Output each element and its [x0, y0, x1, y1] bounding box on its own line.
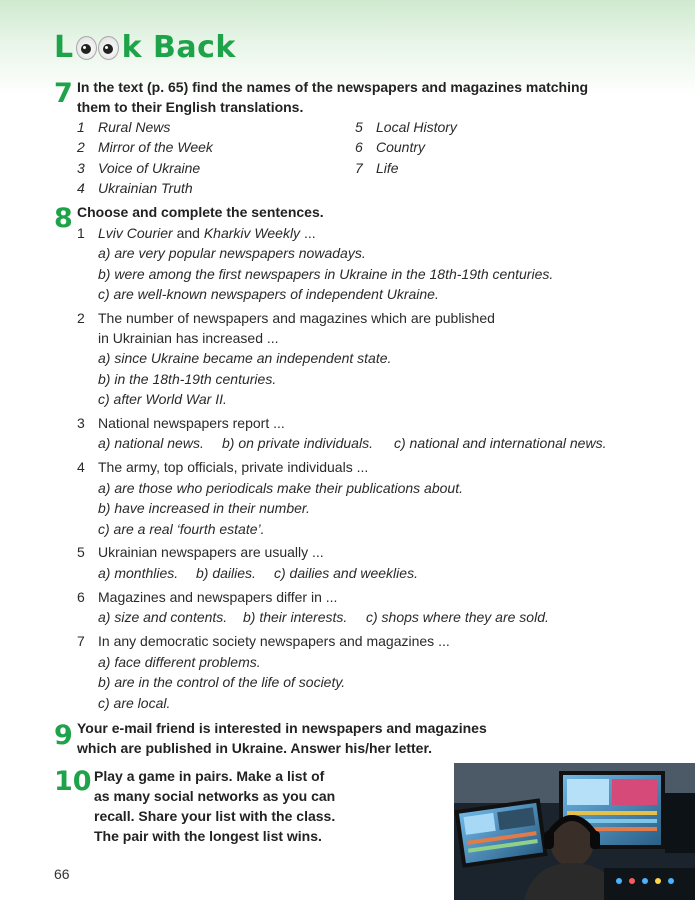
list-item: Life [376, 160, 399, 176]
question-number: 6 [77, 589, 85, 605]
option-b: b) their interests. [243, 609, 348, 625]
exercise-10-prompt: Play a game in pairs. Make a list of as many social networks as you can recall. Share your list with the class. The pair with the longest list wins. [94, 768, 336, 844]
exercise-8-number: 8 [54, 203, 73, 234]
question-number: 4 [77, 459, 85, 475]
option-a: a) national news. [98, 435, 204, 451]
question-number: 5 [77, 544, 85, 560]
question-number: 1 [77, 225, 85, 241]
question-number: 2 [77, 310, 85, 326]
list-item: Voice of Ukraine [98, 160, 201, 176]
list-item-number: 2 [77, 139, 85, 155]
list-item: Mirror of the Week [98, 139, 213, 155]
option-a: a) are very popular newspapers nowadays. [98, 245, 366, 261]
exercise-9-prompt: Your e-mail friend is interested in newspapers and magazines which are published in Ukraine. Answer his/her letter. [77, 720, 487, 756]
option-a: a) monthlies. [98, 565, 179, 581]
option-b: b) dailies. [196, 565, 256, 581]
option-b: b) are in the control of the life of society. [98, 674, 346, 690]
option-c: c) after World War II. [98, 391, 227, 407]
title-end: k Back [121, 30, 236, 65]
option-c: c) are a real ‘fourth estate’. [98, 521, 265, 537]
question-1-stem: Lviv Courier and Kharkiv Weekly ... [98, 225, 316, 241]
option-a: a) size and contents. [98, 609, 228, 625]
exercise-7-prompt: In the text (p. 65) find the names of the newspapers and magazines matching them to their English translations. [77, 79, 589, 115]
option-b: b) on private individuals. [222, 435, 373, 451]
question-6-stem: Magazines and newspapers differ in ... [98, 589, 338, 605]
list-item-number: 7 [355, 160, 363, 176]
question-5-stem: Ukrainian newspapers are usually ... [98, 544, 324, 560]
list-item: Country [376, 139, 426, 155]
option-b: b) were among the first newspapers in Ukraine in the 18th-19th centuries. [98, 266, 554, 282]
photo-video-editor [454, 763, 695, 900]
question-2-stem-cont: in Ukrainian has increased ... [98, 330, 279, 346]
option-c: c) national and international news. [394, 435, 607, 451]
monitor-left [454, 798, 547, 867]
option-a: a) face different problems. [98, 654, 261, 670]
option-c: c) dailies and weeklies. [274, 565, 418, 581]
list-item-number: 5 [355, 119, 363, 135]
list-item-number: 3 [77, 160, 85, 176]
list-item-number: 1 [77, 119, 85, 135]
question-2-stem: The number of newspapers and magazines which are published [98, 310, 495, 326]
eyes-icon [76, 36, 120, 60]
option-a: a) since Ukraine became an independent state. [98, 350, 392, 366]
question-4-stem: The army, top officials, private individuals ... [98, 459, 369, 475]
list-item: Local History [376, 119, 457, 135]
question-3-stem: National newspapers report ... [98, 415, 285, 431]
list-item-number: 6 [355, 139, 363, 155]
option-c: c) are local. [98, 695, 171, 711]
question-7-stem: In any democratic society newspapers and magazines ... [98, 633, 450, 649]
option-a: a) are those who periodicals make their publications about. [98, 480, 463, 496]
option-b: b) in the 18th-19th centuries. [98, 371, 277, 387]
list-item: Ukrainian Truth [98, 180, 193, 196]
look-back-title [54, 30, 236, 65]
exercise-8-prompt: Choose and complete the sentences. [77, 204, 324, 220]
exercise-9-number: 9 [54, 720, 73, 751]
question-number: 3 [77, 415, 85, 431]
title-start: L [54, 30, 74, 65]
option-c: c) shops where they are sold. [366, 609, 549, 625]
list-item-number: 4 [77, 180, 85, 196]
exercise-10-number: 10 [54, 766, 92, 797]
list-item: Rural News [98, 119, 171, 135]
question-number: 7 [77, 633, 85, 649]
option-b: b) have increased in their number. [98, 500, 310, 516]
exercise-7-number: 7 [54, 78, 73, 109]
option-c: c) are well-known newspapers of independent Ukraine. [98, 286, 439, 302]
page-number: 66 [54, 866, 70, 882]
